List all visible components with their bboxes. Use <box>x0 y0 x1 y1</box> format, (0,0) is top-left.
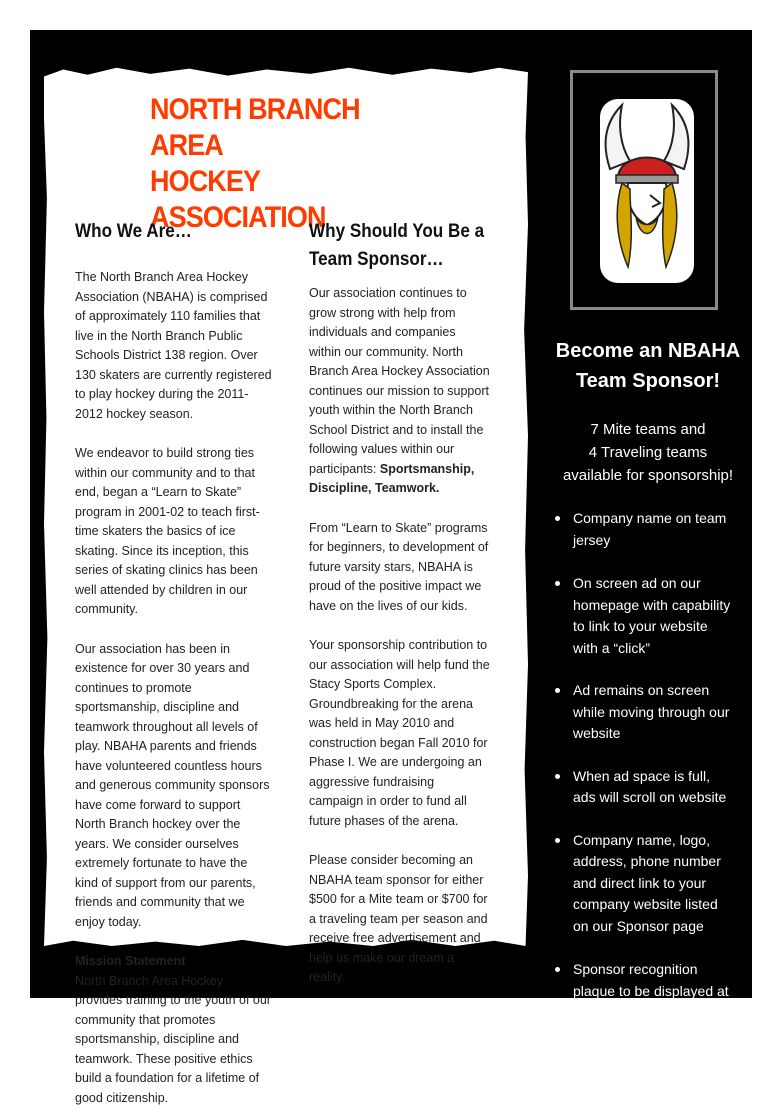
why-sponsor-paragraph-3: Your sponsorship contribution to our association will help fund the Stacy Sports Complex. Groundbreaking for the arena was held in May 2010 and construction began Fall 2010 for Phase I. We are undergoing an aggressive fundraising campaign in order to fund all future phases of the arena. <box>309 636 491 831</box>
benefit-item: Sponsor recognition plaque to be displayed at your business <box>555 959 735 1024</box>
who-we-are-paragraph-2: We endeavor to build strong ties within our community and to that end, began a “Learn to Skate” program in 2001-02 to teach first-time skaters the basics of ice skating. Since its inception, this series of skating clinics has been well attended by children in our community. <box>75 444 273 620</box>
viking-mascot-icon <box>600 99 694 283</box>
why-sponsor-column <box>309 218 491 988</box>
mission-statement-label: Mission Statement <box>75 952 273 972</box>
benefit-item: Company name, logo, address, phone number and direct link to your company website listed on our Sponsor page <box>555 830 735 938</box>
benefit-item: When ad space is full, ads will scroll on website <box>555 766 735 809</box>
benefit-item: Ad remains on screen while moving through our website <box>555 680 735 745</box>
why-sponsor-paragraph-4: Please consider becoming an NBAHA team sponsor for either $500 for a Mite team or $700 for a traveling team per season and receive free advertisement and help us make our dream a reality. <box>309 851 491 988</box>
promo-title-line-2: Team Sponsor! <box>548 366 748 396</box>
teams-line-1: 7 Mite teams and <box>548 418 748 441</box>
why-sponsor-heading: Why Should You Be a Team Sponsor… <box>309 218 498 274</box>
why-sponsor-paragraph-2: From “Learn to Skate” programs for beginners, to development of future varsity stars, NBAHA is proud of the positive impact we have on the lives of our kids. <box>309 519 491 617</box>
mission-statement-text: North Branch Area Hockey provides training to the youth of our community that promotes sportsmanship, discipline and teamwork. These positive ethics build a foundation for a lifetime of good citizenship. <box>75 972 273 1108</box>
why-sponsor-paragraph-1-text: Our association continues to grow strong with help from individuals and companies within our community. North Branch Area Hockey Association continues our mission to support youth within the North Branch School District and to install the following values within our participants: <box>309 286 490 476</box>
promo-title-line-1: Become an NBAHA <box>548 336 748 366</box>
page-title <box>150 92 420 236</box>
title-line-1: NORTH BRANCH AREA <box>150 92 420 164</box>
teams-line-3: available for sponsorship! <box>548 464 748 487</box>
teams-available <box>548 418 748 487</box>
who-we-are-column <box>75 218 273 1108</box>
logo-panel <box>600 99 694 283</box>
who-we-are-paragraph-1: The North Branch Area Hockey Association (NBAHA) is comprised of approximately 110 families that live in the North Branch Public Schools District 138 region. Over 130 skaters are currently registered to play hockey during the 2011-2012 hockey season. <box>75 268 273 424</box>
why-sponsor-paragraph-1 <box>309 284 491 499</box>
benefits-list <box>555 508 735 1024</box>
values-list: Sportsmanship, Discipline, Teamwork. <box>309 462 474 496</box>
logo-frame <box>570 70 718 310</box>
benefit-item: On screen ad on our homepage with capability to link to your website with a “click” <box>555 573 735 659</box>
promo-title <box>548 336 748 396</box>
teams-line-2: 4 Traveling teams <box>548 441 748 464</box>
benefit-item: Company name on team jersey <box>555 508 735 551</box>
title-line-2: HOCKEY ASSOCIATION <box>150 164 420 236</box>
who-we-are-heading: Who We Are… <box>75 218 264 246</box>
who-we-are-paragraph-3: Our association has been in existence for over 30 years and continues to promote sportsmanship, discipline and teamwork throughout all levels of play. NBAHA parents and friends have volunteered countless hours and generous community sponsors have come forward to support North Branch hockey over the years. We consider ourselves extremely fortunate to have the kind of support from our parents, friends and community that we enjoy today. <box>75 640 273 933</box>
